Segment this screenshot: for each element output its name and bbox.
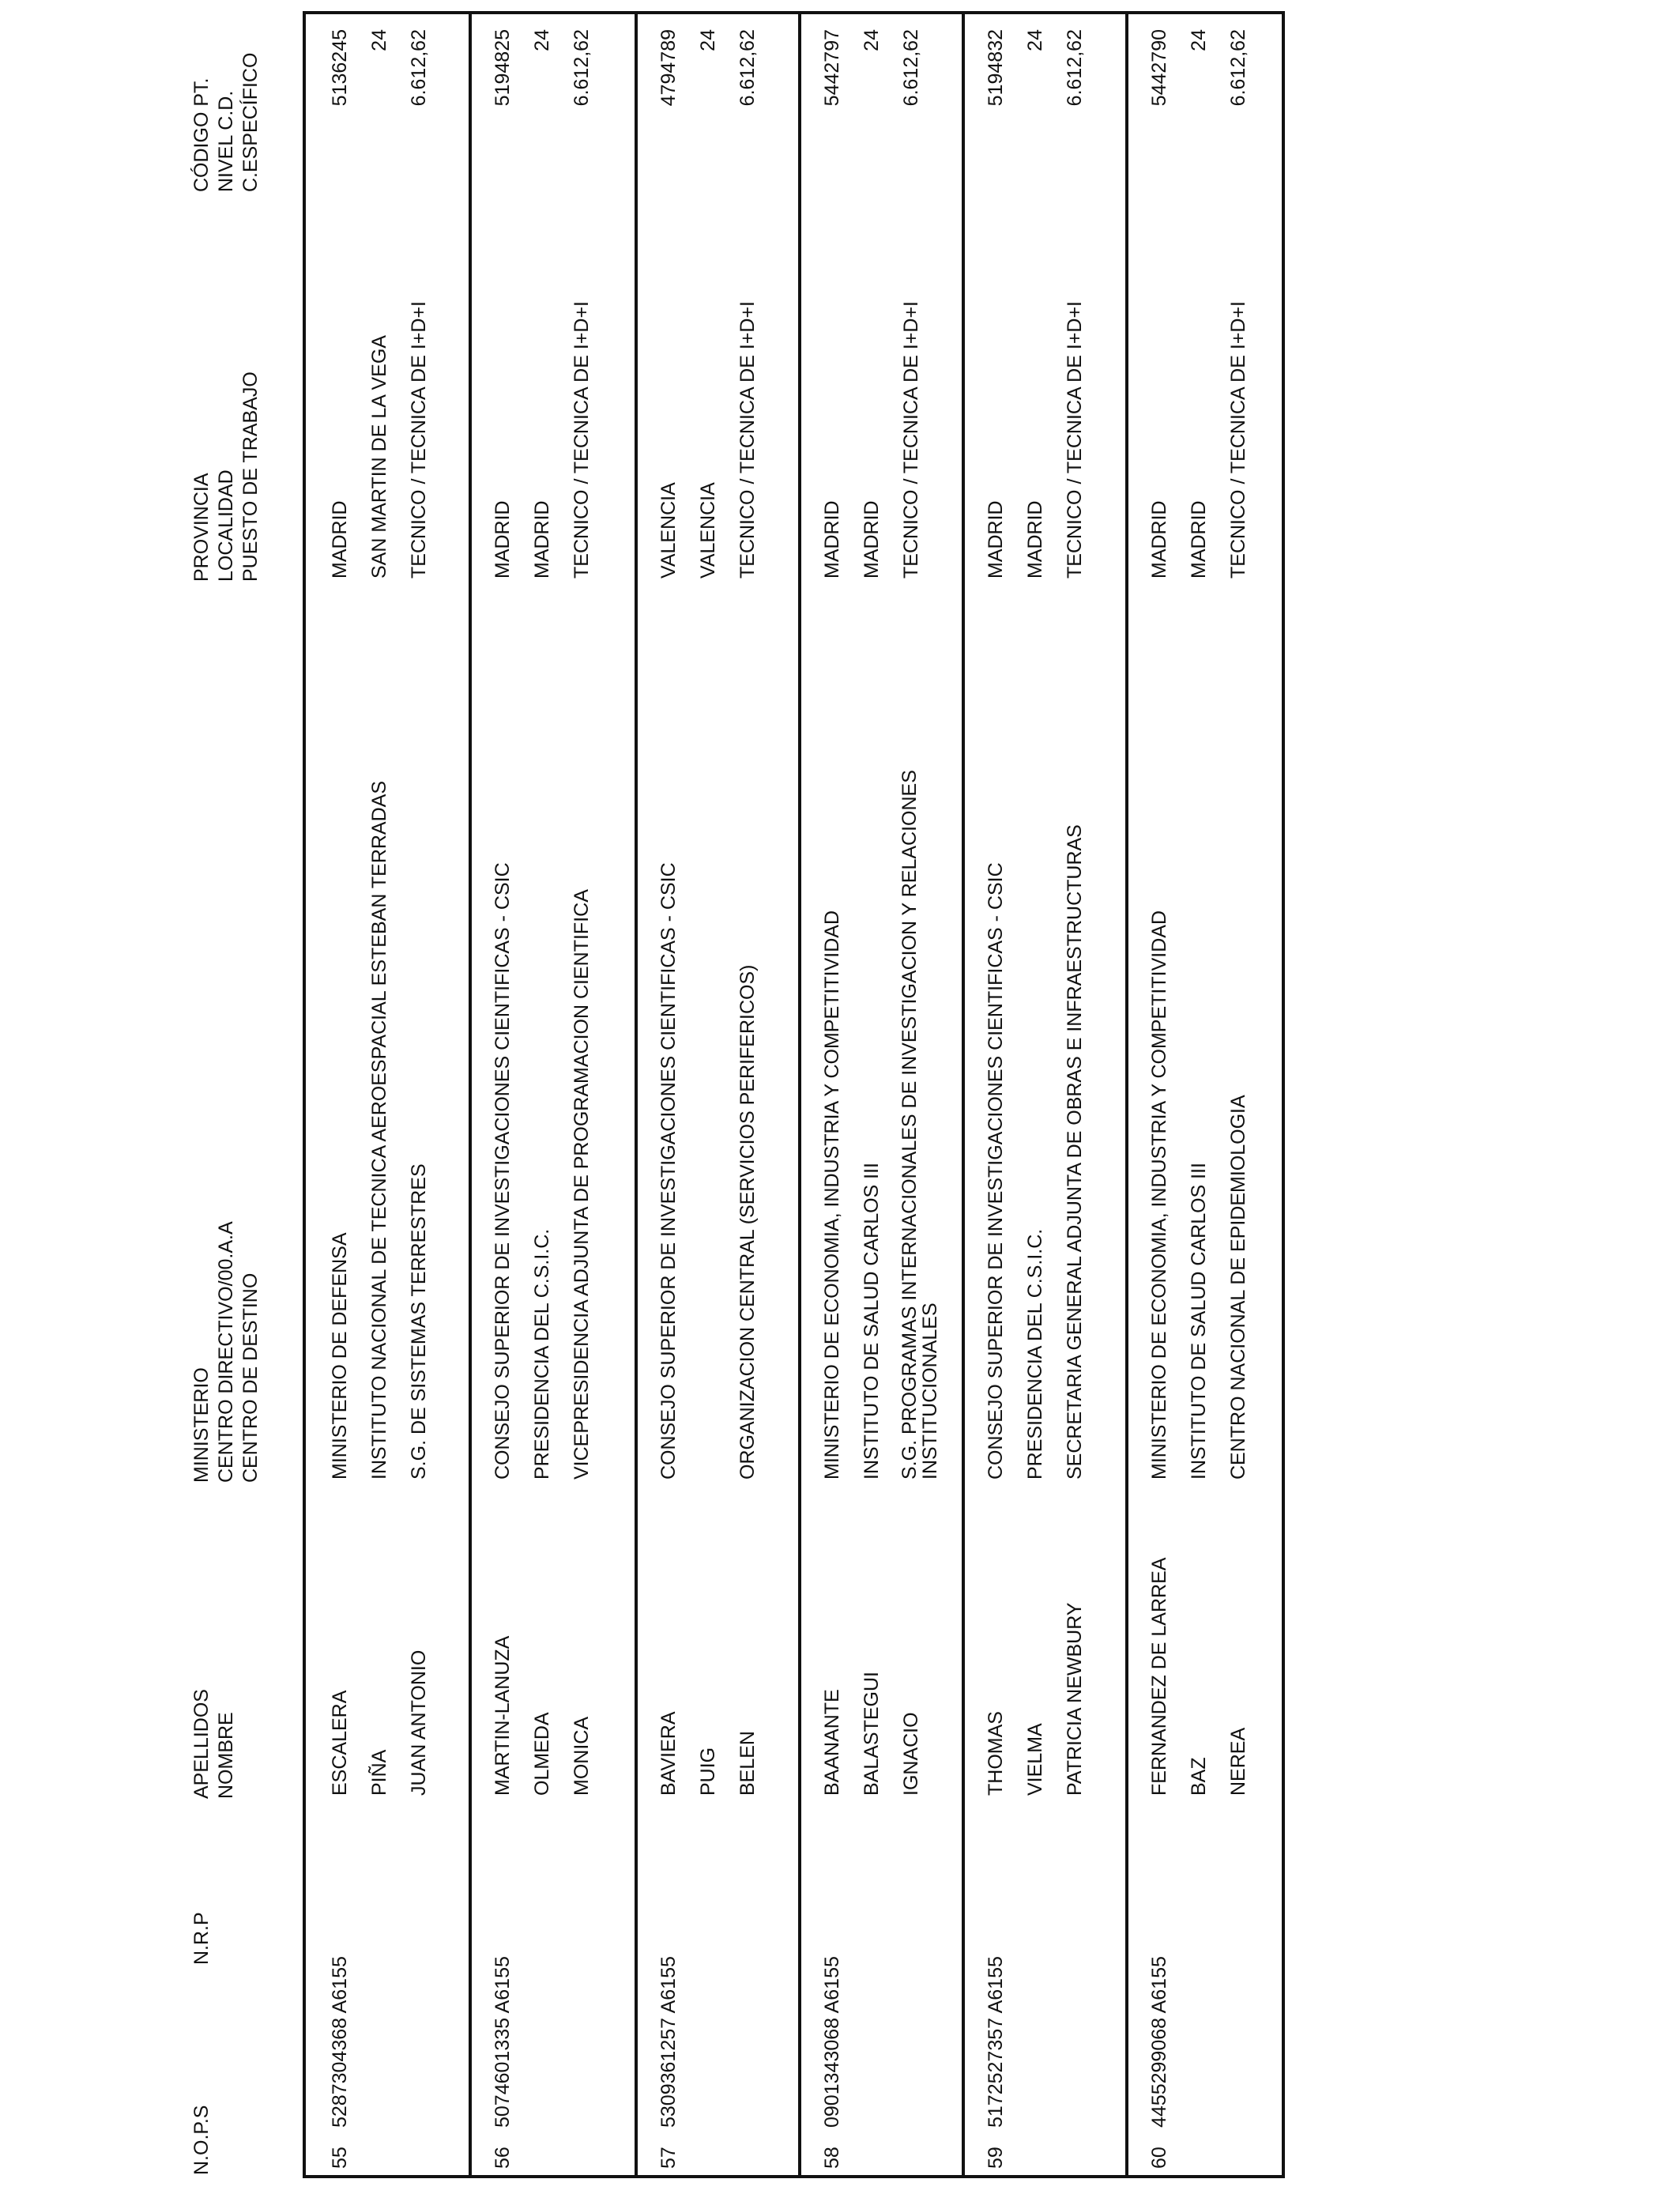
row-nivel: 24 [697, 29, 719, 51]
table-row [638, 14, 801, 2175]
row-nrp: 5074601335 A6155 [492, 1956, 514, 2128]
row-ministerio: MINISTERIO DE DEFENSA [329, 1232, 351, 1480]
header-ministerio [190, 1221, 263, 1483]
header-localidad-label: LOCALIDAD [215, 469, 237, 582]
row-puesto: TECNICO / TECNICA DE I+D+I [900, 300, 922, 579]
row-ministerio: CONSEJO SUPERIOR DE INVESTIGACIONES CIENTIFICAS - CSIC [985, 862, 1007, 1480]
row-nrp: 5309361257 A6155 [657, 1956, 680, 2128]
row-provincia: MADRID [492, 500, 514, 579]
row-localidad: VALENCIA [697, 482, 719, 579]
row-centro-destino: S.G. DE SISTEMAS TERRESTRES [408, 1163, 430, 1480]
row-codigo: 5194825 [492, 29, 514, 107]
row-centro-directivo: INSTITUTO DE SALUD CARLOS III [1188, 1162, 1210, 1480]
header-provincia-label: PROVINCIA [190, 473, 213, 582]
header-nops [190, 2105, 214, 2175]
header-provincia [190, 371, 263, 582]
row-puesto: TECNICO / TECNICA DE I+D+I [408, 300, 430, 579]
row-ministerio: MINISTERIO DE ECONOMIA, INDUSTRIA Y COMPETITIVIDAD [821, 910, 843, 1480]
row-ministerio: CONSEJO SUPERIOR DE INVESTIGACIONES CIENTIFICAS - CSIC [492, 862, 514, 1480]
header-apellidos-nombre [190, 1689, 239, 1799]
row-apellido2: BAZ [1188, 1757, 1210, 1796]
row-especifico: 6.612,62 [900, 29, 922, 107]
row-centro-directivo: INSTITUTO DE SALUD CARLOS III [861, 1162, 883, 1480]
row-apellido1: BAANANTE [821, 1689, 843, 1796]
row-apellido2: VIELMA [1024, 1723, 1046, 1796]
row-nrp: 4455299068 A6155 [1148, 1956, 1170, 2128]
table-row [306, 14, 472, 2175]
header-centro-directivo-label: CENTRO DIRECTIVO/00.A.A [215, 1221, 237, 1483]
row-especifico: 6.612,62 [571, 29, 593, 107]
row-provincia: VALENCIA [657, 482, 680, 579]
row-centro-directivo: PRESIDENCIA DEL C.S.I.C. [1024, 1228, 1046, 1480]
row-nops: 57 [657, 2147, 680, 2169]
row-nops: 58 [821, 2147, 843, 2169]
row-apellido1: THOMAS [985, 1711, 1007, 1796]
row-codigo: 5442790 [1148, 29, 1170, 107]
row-codigo: 5442797 [821, 29, 843, 107]
row-puesto: TECNICO / TECNICA DE I+D+I [736, 300, 759, 579]
row-nops: 59 [985, 2147, 1007, 2169]
row-ministerio: MINISTERIO DE ECONOMIA, INDUSTRIA Y COMPETITIVIDAD [1148, 910, 1170, 1480]
row-apellido2: OLMEDA [531, 1712, 553, 1796]
row-ministerio: CONSEJO SUPERIOR DE INVESTIGACIONES CIENTIFICAS - CSIC [657, 862, 680, 1480]
row-nops: 56 [492, 2147, 514, 2169]
row-centro-destino: VICEPRESIDENCIA ADJUNTA DE PROGRAMACION CIENTIFICA [571, 889, 593, 1480]
row-apellido1: BAVIERA [657, 1711, 680, 1796]
row-provincia: MADRID [821, 500, 843, 579]
header-codigo-label: CÓDIGO PT. [190, 77, 213, 192]
row-nivel: 24 [531, 29, 553, 51]
row-nops: 60 [1148, 2147, 1170, 2169]
row-apellido1: ESCALERA [329, 1690, 351, 1796]
row-especifico: 6.612,62 [1227, 29, 1249, 107]
table-row [801, 14, 965, 2175]
row-localidad: MADRID [531, 500, 553, 579]
results-table [303, 11, 1285, 2178]
table-row [1128, 14, 1282, 2175]
table-row [965, 14, 1128, 2175]
row-apellido2: PIÑA [368, 1749, 390, 1796]
header-apellidos-label: APELLIDOS [190, 1689, 213, 1799]
row-codigo: 5136245 [329, 29, 351, 107]
row-nrp: 0901343068 A6155 [821, 1956, 843, 2128]
row-localidad: SAN MARTIN DE LA VEGA [368, 335, 390, 579]
row-especifico: 6.612,62 [408, 29, 430, 107]
row-provincia: MADRID [329, 500, 351, 579]
row-apellido1: MARTIN-LANUZA [492, 1635, 514, 1796]
row-nombre: NEREA [1227, 1727, 1249, 1796]
row-centro-destino: SECRETARIA GENERAL ADJUNTA DE OBRAS E INFRAESTRUCTURAS [1064, 824, 1086, 1480]
row-nombre: MONICA [571, 1717, 593, 1796]
row-centro-directivo: PRESIDENCIA DEL C.S.I.C. [531, 1228, 553, 1480]
row-nombre: JUAN ANTONIO [408, 1649, 430, 1796]
row-nombre: BELEN [736, 1731, 759, 1796]
header-codigo [190, 53, 263, 192]
header-nivel-label: NIVEL C.D. [215, 90, 237, 192]
row-apellido2: BALASTEGUI [861, 1672, 883, 1796]
table-row [472, 14, 638, 2175]
row-especifico: 6.612,62 [1064, 29, 1086, 107]
row-puesto: TECNICO / TECNICA DE I+D+I [1064, 300, 1086, 579]
header-nombre-label: NOMBRE [215, 1712, 237, 1799]
row-provincia: MADRID [1148, 500, 1170, 579]
row-nivel: 24 [861, 29, 883, 51]
row-nivel: 24 [1024, 29, 1046, 51]
row-localidad: MADRID [1024, 500, 1046, 579]
row-nrp: 5172527357 A6155 [985, 1956, 1007, 2128]
row-nombre: PATRICIA NEWBURY [1064, 1602, 1086, 1796]
row-nombre: IGNACIO [900, 1712, 922, 1796]
row-localidad: MADRID [861, 500, 883, 579]
row-nivel: 24 [1188, 29, 1210, 51]
header-puesto-label: PUESTO DE TRABAJO [239, 371, 262, 582]
row-centro-directivo: INSTITUTO NACIONAL DE TECNICA AEROESPACIAL ESTEBAN TERRADAS [368, 780, 390, 1480]
header-nops-label: N.O.P.S [190, 2105, 213, 2175]
row-nrp: 5287304368 A6155 [329, 1956, 351, 2128]
row-centro-destino: CENTRO NACIONAL DE EPIDEMIOLOGIA [1227, 1095, 1249, 1480]
row-codigo: 5194832 [985, 29, 1007, 107]
row-especifico: 6.612,62 [736, 29, 759, 107]
row-codigo: 4794789 [657, 29, 680, 107]
row-apellido1: FERNANDEZ DE LARREA [1148, 1557, 1170, 1796]
row-centro-destino: S.G. PROGRAMAS INTERNACIONALES DE INVESTIGACION Y RELACIONES INSTITUCIONALES [898, 770, 941, 1480]
header-centro-destino-label: CENTRO DE DESTINO [239, 1272, 262, 1483]
header-nrp [190, 1912, 214, 1965]
row-puesto: TECNICO / TECNICA DE I+D+I [571, 300, 593, 579]
row-localidad: MADRID [1188, 500, 1210, 579]
row-centro-destino: ORGANIZACION CENTRAL (SERVICIOS PERIFERICOS) [736, 964, 759, 1480]
header-ministerio-label: MINISTERIO [190, 1367, 213, 1483]
row-apellido2: PUIG [697, 1747, 719, 1796]
row-nops: 55 [329, 2147, 351, 2169]
row-provincia: MADRID [985, 500, 1007, 579]
header-especifico-label: C.ESPECÍFICO [239, 52, 262, 192]
row-puesto: TECNICO / TECNICA DE I+D+I [1227, 300, 1249, 579]
header-nrp-label: N.R.P [190, 1912, 213, 1965]
row-nivel: 24 [368, 29, 390, 51]
